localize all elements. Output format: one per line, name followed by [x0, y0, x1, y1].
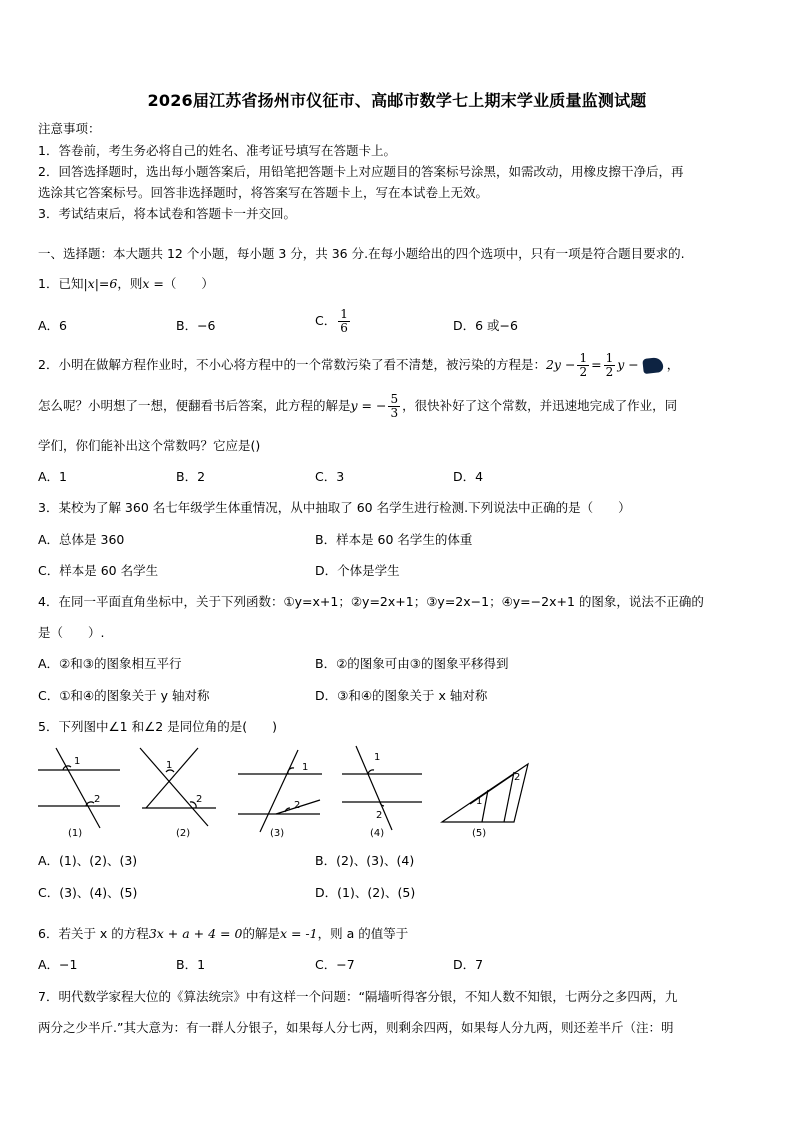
fraction-denominator: 3: [390, 406, 399, 420]
fig3-label-2: 2: [294, 800, 301, 811]
fig2-line-b: [146, 748, 198, 808]
fraction-numerator: 1: [605, 351, 614, 365]
q2-option-b: B．2: [176, 469, 206, 484]
q3-option-a: A．总体是 360: [38, 532, 125, 547]
angle-figures: [30, 740, 550, 840]
q4-option-a: A．②和③的图象相互平行: [38, 656, 182, 671]
q1-text-b: ，则: [117, 276, 143, 291]
fig3-label-1: 1: [302, 762, 309, 773]
q2-option-d: D．4: [453, 469, 484, 484]
fig4-label-1: 1: [374, 752, 381, 763]
q2-eq-part-a: 2y −: [545, 357, 576, 372]
q4-option-c: C．①和④的图象关于 y 轴对称: [38, 688, 210, 703]
question-5-stem: 5．下列图中∠1 和∠2 是同位角的是( ): [38, 719, 277, 734]
section-heading: 一、选择题：本大题共 12 个小题，每小题 3 分，共 36 分.在每小题给出的四个选项中，只有一项是符合题目要求的.: [38, 246, 685, 261]
fraction-numerator: 1: [340, 307, 348, 321]
q1-option-c: [315, 308, 352, 335]
q1-option-d: D．6 或−6: [453, 318, 518, 333]
q3-option-d: D．个体是学生: [315, 563, 400, 578]
q6-option-b: B．1: [176, 957, 206, 972]
fig-caption: (3): [270, 828, 285, 839]
notice-item: 选涂其它答案标号。回答非选择题时，将答案写在答题卡上，写在本试卷上无效。: [38, 185, 489, 200]
q1-text-c: （ ）: [163, 276, 214, 291]
q1-math-abs: |x|=6: [83, 276, 118, 291]
q1-math-x: x =: [142, 276, 164, 291]
notice-item: 3．考试结束后，将本试卷和答题卡一并交回。: [38, 206, 296, 221]
notice-item: 1．答卷前，考生务必将自己的姓名、准考证号填写在答题卡上。: [38, 143, 396, 158]
q6-option-a: A．−1: [38, 957, 78, 972]
ink-blot-icon: [642, 357, 663, 374]
page-title: 2026届江苏省扬州市仪征市、高邮市数学七上期末学业质量监测试题: [147, 91, 647, 110]
question-2-line3: 学们，你们能补出这个常数吗？它应是(): [38, 438, 261, 453]
q2-option-a: A．1: [38, 469, 68, 484]
q2-solution-math: y = −: [350, 398, 387, 413]
fig3-transversal: [260, 750, 301, 832]
question-2-line2: [38, 393, 758, 420]
fig5-label-1: 1: [476, 796, 483, 807]
question-1-stem: [38, 276, 758, 292]
fig-caption: (2): [176, 828, 191, 839]
q2-eq-equals: =: [591, 357, 602, 372]
question-3-stem: 3．某校为了解 360 名七年级学生体重情况，从中抽取了 60 名学生进行检测.下列说法中正确的是（ ）: [38, 500, 631, 515]
fig1-label-1: 1: [74, 756, 81, 767]
fig-caption: (1): [68, 828, 83, 839]
q3-option-b: B．样本是 60 名学生的体重: [315, 532, 473, 547]
q1-option-b: B．−6: [176, 318, 216, 333]
fraction-denominator: 6: [340, 321, 348, 335]
question-7-line1: 7．明代数学家程大位的《算法统宗》中有这样一个问题：“隔墙听得客分银，不知人数不知银，七两分之多四两，九: [38, 989, 678, 1004]
q4-option-b: B．②的图象可由③的图象平移得到: [315, 656, 509, 671]
q2-option-c: C．3: [315, 469, 345, 484]
question-2-line1: [38, 352, 758, 379]
fig2-line-a: [140, 748, 208, 826]
fraction-denominator: 2: [579, 365, 588, 379]
q6-option-d: D．7: [453, 957, 484, 972]
q3-option-c: C．样本是 60 名学生: [38, 563, 159, 578]
fraction-denominator: 2: [605, 365, 614, 379]
q2-line2-b: ，很快补好了这个常数，并迅速地完成了作业，同: [402, 398, 678, 413]
q5-option-a: A．(1)、(2)、(3): [38, 853, 138, 868]
notice-heading: 注意事项：: [38, 121, 101, 136]
q2-solution-fraction: [388, 393, 400, 420]
question-7-line2: 两分之少半斤.”其大意为：有一群人分银子，如果每人分七两，则剩余四两，如果每人分九两，则还差半斤（注：明: [38, 1020, 674, 1035]
q6-equation: 3x + a + 4 = 0: [148, 926, 243, 941]
fig-caption: (4): [370, 828, 385, 839]
question-6-stem: [38, 926, 758, 942]
q2-half-fraction: [604, 352, 616, 379]
fraction-numerator: 1: [579, 351, 588, 365]
fig-caption: (5): [472, 828, 487, 839]
fig2-label-1: 1: [166, 760, 173, 771]
q6-text-b: 的解是: [242, 926, 280, 941]
question-4-line2: 是（ ）.: [38, 625, 105, 640]
fraction-numerator: 5: [390, 392, 399, 406]
q2-line2-a: 怎么呢？小明想了一想，便翻看书后答案，此方程的解是: [38, 398, 351, 413]
q5-option-c: C．(3)、(4)、(5): [38, 885, 138, 900]
q1-option-c-label: C．: [315, 313, 337, 328]
q6-text-c: ，则 a 的值等于: [317, 926, 409, 941]
q1-option-c-fraction: [338, 308, 350, 335]
q6-solution: x = -1: [279, 926, 318, 941]
q2-line1-tail: ，: [666, 357, 680, 372]
q2-half-fraction: [577, 352, 589, 379]
q1-option-a: A．6: [38, 318, 68, 333]
q1-text-a: 1．已知: [38, 276, 84, 291]
fig1-label-2: 2: [94, 794, 101, 805]
q5-option-d: D．(1)、(2)、(5): [315, 885, 416, 900]
q6-option-c: C．−7: [315, 957, 355, 972]
fig5-label-2: 2: [514, 772, 521, 783]
fig2-label-2: 2: [196, 794, 203, 805]
q2-text: 2．小明在做解方程作业时，不小心将方程中的一个常数污染了看不清楚，被污染的方程是：: [38, 357, 546, 372]
fig4-angle-1-arc: [368, 770, 374, 774]
q4-option-d: D．③和④的图象关于 x 轴对称: [315, 688, 488, 703]
q2-eq-part-c: y −: [617, 357, 639, 372]
notice-item: 2．回答选择题时，选出每小题答案后，用铅笔把答题卡上对应题目的答案标号涂黑，如需改动，用橡皮擦干净后，再: [38, 164, 684, 179]
fig4-label-2: 2: [376, 810, 383, 821]
q5-option-b: B．(2)、(3)、(4): [315, 853, 415, 868]
q6-text-a: 6．若关于 x 的方程: [38, 926, 149, 941]
question-4-line1: 4．在同一平面直角坐标中，关于下列函数：①y=x+1；②y=2x+1；③y=2x−1；④y=−2x+1 的图象，说法不正确的: [38, 594, 704, 609]
